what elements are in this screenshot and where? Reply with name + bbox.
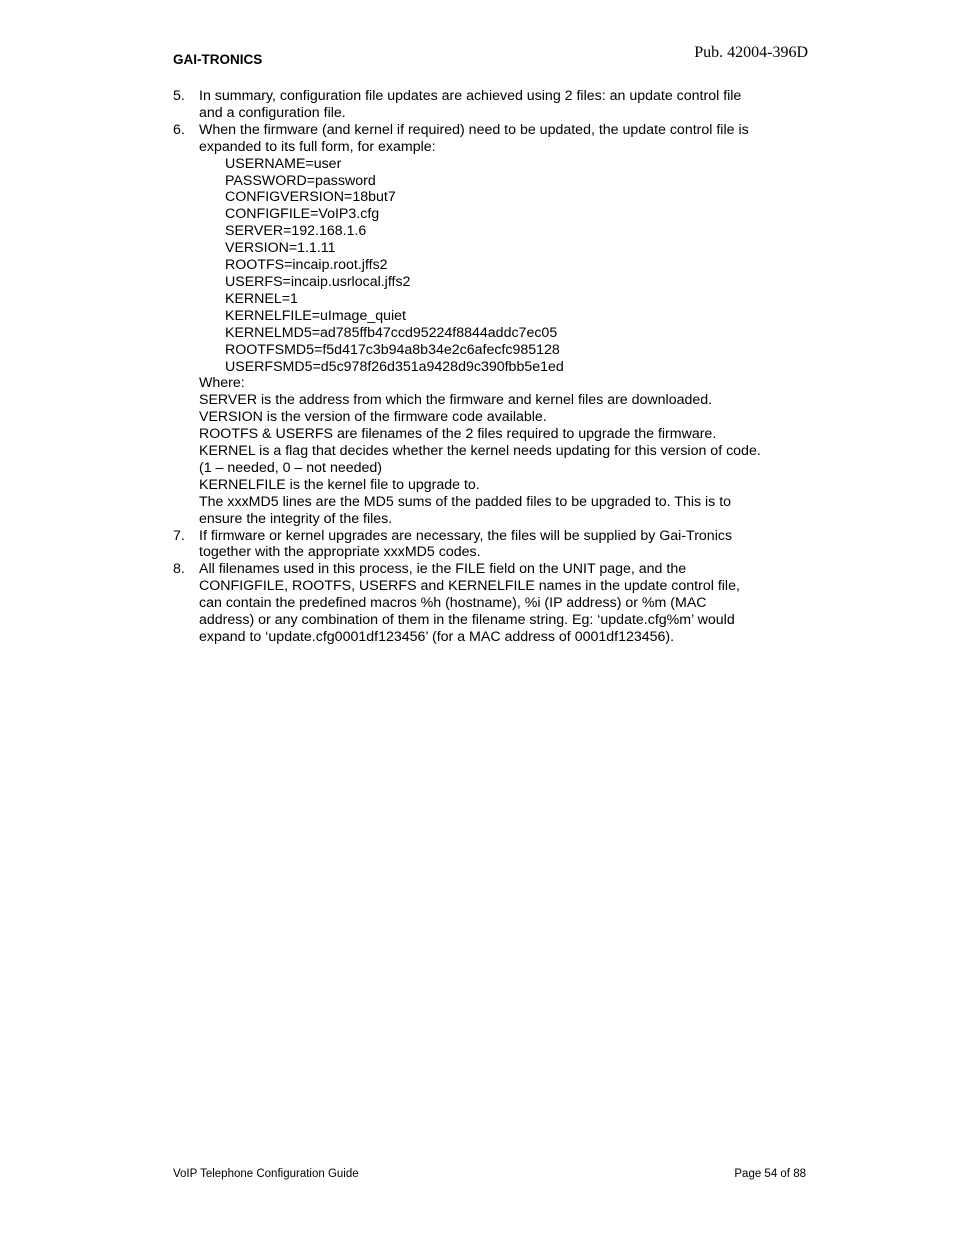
list-item-number: 6. (173, 121, 185, 138)
document-body (173, 88, 793, 646)
paragraph-line: In summary, configuration file updates are achieved using 2 files: an update control file (199, 88, 742, 104)
list-item-number: 8. (173, 561, 185, 578)
config-line: CONFIGVERSION=18but7 (225, 189, 396, 206)
paragraph-line: The xxxMD5 lines are the MD5 sums of the padded files to be upgraded to. This is to (199, 493, 732, 510)
config-line: ROOTFS=incaip.root.jffs2 (225, 257, 388, 274)
paragraph-line: CONFIGFILE, ROOTFS, USERFS and KERNELFILE names in the update control file, (199, 578, 740, 595)
paragraph-line: and a configuration file. (199, 104, 346, 121)
config-line: ROOTFSMD5=f5d417c3b94a8b34e2c6afecfc985128 (225, 341, 560, 358)
paragraph-line: expand to ‘update.cfg0001df123456’ (for a MAC address of 0001df123456). (199, 629, 675, 645)
config-line: KERNELMD5=ad785ffb47ccd95224f8844addc7ec05 (225, 324, 558, 341)
config-line: KERNEL=1 (225, 290, 298, 307)
config-line: CONFIGFILE=VoIP3.cfg (225, 206, 380, 223)
footer-page-number: Page 54 of 88 (734, 1168, 806, 1180)
paragraph-line: address) or any combination of them in the filename string. Eg: ‘update.cfg%m’ would (199, 612, 735, 629)
list-item (173, 88, 793, 122)
config-line: PASSWORD=password (225, 172, 376, 189)
config-line: USERFSMD5=d5c978f26d351a9428d9c390fbb5e1ed (225, 358, 564, 375)
paragraph-line: Where: (199, 375, 245, 392)
list-item (173, 561, 793, 646)
list-item (173, 122, 793, 528)
paragraph-line: expanded to its full form, for example: (199, 138, 436, 155)
paragraph-line: (1 – needed, 0 – not needed) (199, 459, 383, 476)
list-item-number: 5. (173, 88, 185, 104)
header-company: GAI-TRONICS (173, 52, 263, 67)
list-item (173, 528, 793, 562)
paragraph-line: can contain the predefined macros %h (hostname), %i (IP address) or %m (MAC (199, 595, 707, 612)
paragraph-line: together with the appropriate xxxMD5 codes. (199, 544, 481, 561)
list-item-number: 7. (173, 527, 185, 544)
paragraph-line: When the firmware (and kernel if required) need to be updated, the update control file is (199, 121, 749, 138)
paragraph-line: If firmware or kernel upgrades are necessary, the files will be supplied by Gai-Tronics (199, 527, 733, 544)
paragraph-line: SERVER is the address from which the firmware and kernel files are downloaded. (199, 392, 713, 409)
paragraph-line: All filenames used in this process, ie the FILE field on the UNIT page, and the (199, 561, 687, 578)
paragraph-line: ROOTFS & USERFS are filenames of the 2 files required to upgrade the firmware. (199, 426, 717, 443)
config-line: KERNELFILE=uImage_quiet (225, 307, 406, 324)
paragraph-line: ensure the integrity of the files. (199, 510, 393, 527)
header-publication: Pub. 42004-396D (694, 44, 808, 61)
paragraph-line: KERNEL is a flag that decides whether the kernel needs updating for this version of code. (199, 443, 761, 460)
paragraph-line: KERNELFILE is the kernel file to upgrade to. (199, 476, 480, 493)
config-line: SERVER=192.168.1.6 (225, 223, 367, 240)
config-line: VERSION=1.1.11 (225, 240, 336, 257)
footer-title: VoIP Telephone Configuration Guide (173, 1168, 359, 1180)
config-line: USERNAME=user (225, 155, 342, 172)
paragraph-line: VERSION is the version of the firmware code available. (199, 409, 547, 426)
config-line: USERFS=incaip.usrlocal.jffs2 (225, 273, 411, 290)
